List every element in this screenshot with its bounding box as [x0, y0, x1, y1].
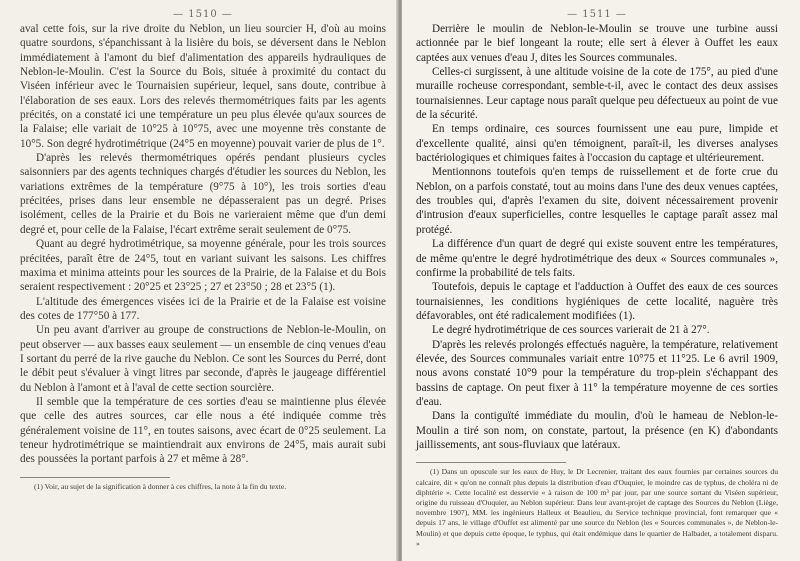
- page-body: [20, 22, 386, 467]
- paragraph: Quant au degré hydrotimétrique, sa moyenne générale, pour les trois sources précitées, paraît être de 24°5, tout en variant suivant les saisons. Les chiffres maxima et minima atteints pour les sources de la Prairie, de la Falaise et du Bois seraient respectivement : 20°25 et 23°25 ; 27 et 23°50 ; 28 et 23°5 (1).: [20, 238, 386, 294]
- footnote: (1) Voir, au sujet de la signification à donner à ces chiffres, la note à la fin du texte.: [34, 481, 287, 491]
- paragraph: En temps ordinaire, ces sources fournissent une eau pure, limpide et d'excellente qualité, ainsi qu'en témoignent, paraît-il, les diverses analyses bactériologiques et chimiques faites à l'occasion du captage et ultérieurement.: [416, 123, 778, 165]
- footnote: (1) Dans un opuscule sur les eaux de Huy, le Dr Lecrenier, traitant des eaux fournies par certaines sources du calcaire, dit « qu'on ne connaît plus depuis la distribution d'eau d'Ouquier, le moindre cas de typhus, de choléra ni de diphtérie ». Cette localité est desservie « à raison de 100 m³ par jour, par une source sortant du Viséen supérieur, origine du ruisseau d'Ouquier, au Neblon supérieur. Dans leur avant-projet de captage des Sources du Neblon (Liège, novembre 1907), MM. les ingénieurs Halleux et Beaulieu, du Service technique provincial, font remarquer que « depuis 17 ans, le village d'Ouffet est alimenté par une source du Neblon (les « Sources communales », de Neblon-le-Moulin) et que depuis cette époque, le typhus, qui était endémique dans le quartier de Halbadet, a totalement disparu. »: [416, 467, 778, 548]
- paragraph: D'après les relevés prolongés effectués naguère, la température, relativement élevée, des Sources communales variait entre 10°75 et 11°25. Le 6 avril 1909, nous avons constaté 10°9 pour la température du trop-plein s'échappant des bassins de captage. On peut fixer à 11° la température moyenne de ces sorties d'eau.: [416, 338, 778, 408]
- footnotes: [416, 467, 778, 549]
- paragraph: Dans la contiguïté immédiate du moulin, d'où le hameau de Neblon-le-Moulin a tiré son nom, on constate, partout, la présence (en K) d'abondants jaillissements, ant sous-fluviaux que latéraux.: [416, 410, 778, 451]
- left-page: [0, 0, 398, 561]
- footnotes: [20, 482, 386, 492]
- right-page: [402, 0, 800, 561]
- footnote-rule: [20, 477, 170, 478]
- paragraph: Celles-ci surgissent, à une altitude voisine de la cote de 175°, au pied d'une muraille rocheuse correspondant, semble-t-il, avec le contact des deux assises tournaisiennes. Leur captage nous paraît quelque peu défectueux au point de vue de la sécurité.: [416, 66, 778, 122]
- paragraph: D'après les relevés thermométriques opérés pendant plusieurs cycles saisonniers par des agents techniques chargés d'étudier les sources du Neblon, les variations extrêmes de la température (9°75 à 10°), les trois sorties d'eau précitées, prises dans leur ensemble ne dépasseraient pas un degré. Prises isolément, celles de la Prairie et du Bois ne varieraient même que d'un demi degré et, pour celle de la Falaise, l'écart extrême serait seulement de 0°75.: [20, 152, 386, 236]
- paragraph: Un peu avant d'arriver au groupe de constructions de Neblon-le-Moulin, on peut observer — aux basses eaux seulement — un ensemble de cinq venues d'eau I sortant du perré de la rive gauche du Neblon. Ce sont les Sources du Perré, dont le débit peut s'évaluer à vingt litres par seconde, d'après le jaugeage différentiel du Neblon à l'amont et à l'aval de cette section sourcière.: [20, 324, 386, 394]
- paragraph: Derrière le moulin de Neblon-le-Moulin se trouve une turbine aussi actionnée par le bief longeant la route; elle sert à élever à Ouffet les eaux captées aux venues d'eau J, dites les Sources communales.: [416, 23, 778, 64]
- paragraph: Il semble que la température de ces sorties d'eau se maintienne plus élevée que celle des autres sources, car elle nous a été indiquée comme très généralement voisine de 11°, en toutes saisons, avec écart de 0°25 seulement. La teneur hydrotimétrique se maintiendrait aux environs de 24°5, mais aurait subi des poussées la portant parfois à 27 et même à 28°.: [20, 395, 386, 466]
- page-number: — 1511 —: [567, 9, 627, 20]
- paragraph: Toutefois, depuis le captage et l'adduction à Ouffet des eaux de ces sources tournaisiennes, les conditions hygiéniques de cette localité, naguère très défavorables, ont été radicalement modifiées (1).: [416, 281, 778, 322]
- page-number: — 1510 —: [173, 9, 233, 20]
- footnote-rule: [416, 462, 566, 463]
- paragraph: aval cette fois, sur la rive droite du Neblon, un lieu sourcier H, d'où au moins quatre sourdons, s'épanchissant à la lisière du bois, se déversent dans le Neblon immédiatement à l'amont du bief d'alimentation des appareils hydrauliques de Neblon-le-Moulin. C'est la Source du Bois, située à proximité du contact du Viséen inférieur avec le Tournaisien supérieur, lequel, sans doute, contribue à l'élaboration de ses eaux. Lors des relevés thermométriques faits par les agents précités, on a constaté ici une température un peu plus élevée qu'aux sources de la Falaise; elle variait de 10°25 à 10°75, avec une moyenne très constante de 10°5. Son degré hydrotimétrique (24°5 en moyenne) pouvait varier de plus de 1°.: [20, 23, 386, 150]
- paragraph: Le degré hydrotimétrique de ces sources varierait de 21 à 27°.: [432, 324, 710, 337]
- page-body: [416, 22, 778, 452]
- paragraph: L'altitude des émergences visées ici de la Prairie et de la Falaise est voisine des cotes de 177°50 à 177.: [20, 295, 386, 322]
- paragraph: Mentionnons toutefois qu'en temps de ruissellement et de forte crue du Neblon, on a parfois constaté, tout au moins dans l'une des deux venues captées, des troubles qui, d'après l'examen du site, doivent nécessairement provenir d'intrusion d'eaux superficielles, contre lesquelles le captage paraît assez mal protégé.: [416, 166, 778, 236]
- paragraph: La différence d'un quart de degré qui existe souvent entre les températures, de même qu'entre le degré hydrotimétrique des deux « Sources communales », confirme la probabilité de tels faits.: [416, 238, 778, 279]
